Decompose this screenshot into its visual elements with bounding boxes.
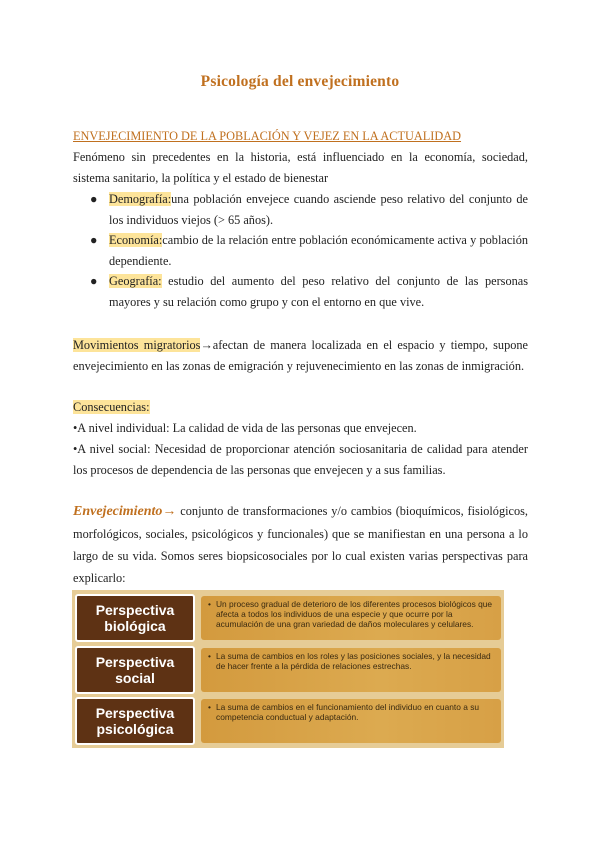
perspective-row-social [75,646,501,694]
list-item [73,230,528,271]
section-heading [73,126,528,147]
section-heading-text: ENVEJECIMIENTO DE LA POBLACIÓN Y VEJEZ EN LA ACTUALIDAD [73,129,462,143]
perspectives-figure [72,590,504,748]
bullet-list [73,189,528,312]
bullet-text: estudio del aumento del peso relativo del conjunto de las personas mayores y su relación como grupo y con el entorno en que vive. [109,274,528,309]
consequence-individual: •A nivel individual: La calidad de vida de las personas que envejecen. [73,421,417,435]
page-title: Psicología del envejecimiento [200,73,400,90]
consequences-heading-text: Consecuencias: [73,400,150,414]
perspective-row-psychological [75,697,501,745]
bullet-text: cambio de la relación entre población económicamente activa y población dependiente. [109,233,528,268]
list-item [73,189,528,230]
bullet-icon: ● [90,192,98,206]
perspective-label: Perspectiva social [75,646,195,694]
perspective-description-box [201,699,501,743]
bullet-term: Economía: [109,233,163,247]
perspective-row-biological [75,594,501,642]
consequence-social: •A nivel social: Necesidad de proporcionar atención sociosanitaria de calidad para atender los procesos de dependencia de las personas que envejecen y a sus familias. [73,442,528,477]
list-item [73,271,528,312]
perspective-label: Perspectiva biológica [75,594,195,642]
migration-term: Movimientos migratorios [73,338,201,352]
intro-paragraph: Fenómeno sin precedentes en la historia, está influenciado en la economía, sociedad, sistema sanitario, la política y el estado de bienestar [73,150,528,185]
aging-text: conjunto de transformaciones y/o cambios (bioquímicos, fisiológicos, morfológicos, sociales, psicológicos y funcionales) que se manifiestan en una persona a lo largo de su vida. Somos seres biopsicosociales por lo cual existen varias perspectivas para explicarlo: [73,504,528,585]
aging-term: Envejecimiento→ [73,504,177,519]
perspective-description-box [201,596,501,640]
perspective-description: La suma de cambios en los roles y las posiciones sociales, y la necesidad de hacer frente a la pérdida de relaciones estrechas. [216,651,491,671]
consequences-heading [73,397,528,418]
migration-paragraph [73,335,528,376]
perspective-label: Perspectiva psicológica [75,697,195,745]
bullet-term: Demografía: [109,192,172,206]
arrow-icon: → [200,338,213,352]
perspective-description: La suma de cambios en el funcionamiento del individuo en cuanto a su competencia conductual y adaptación. [216,702,480,722]
perspective-description: Un proceso gradual de deterioro de los diferentes procesos biológicos que afecta a todos los individuos de una especie y que ocurre por la acumulación de una gran variedad de daños moleculares y celulares. [216,599,493,629]
bullet-icon: • [208,702,211,712]
perspective-description-box [201,648,501,692]
bullet-text: una población envejece cuando asciende peso relativo del conjunto de los individuos viejos (> 65 años). [109,192,528,227]
migration-text: afectan de manera localizada en el espacio y tiempo, supone envejecimiento en las zonas de emigración y rejuvenecimiento en las zonas de inmigración. [73,338,528,373]
bullet-term: Geografía: [109,274,162,288]
bullet-icon: ● [90,233,98,247]
bullet-icon: ● [90,274,98,288]
aging-paragraph [73,500,528,589]
bullet-icon: • [208,651,211,661]
bullet-icon: • [208,599,211,609]
